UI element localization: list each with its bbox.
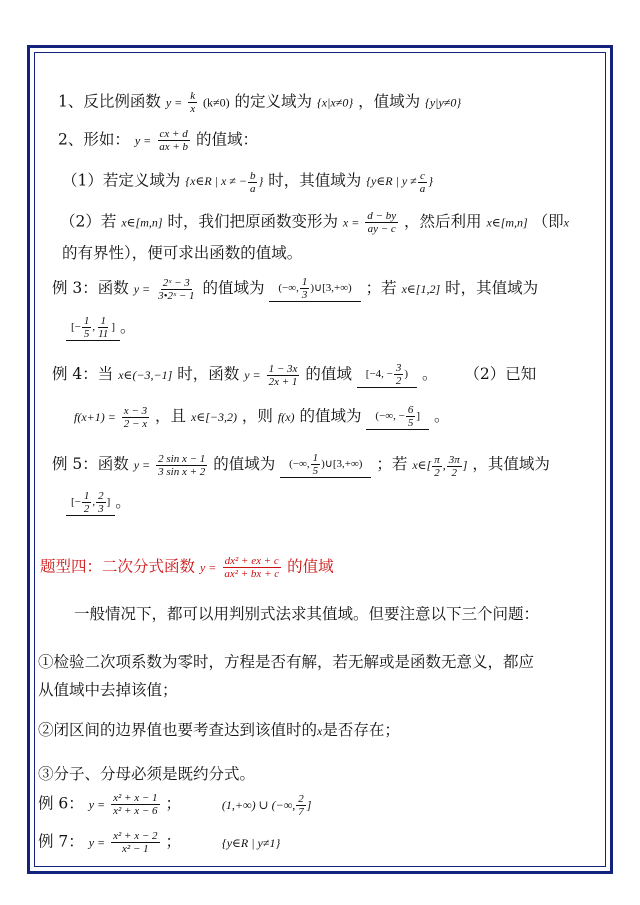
section-1-frac: $\frac{k}{x}$ [190, 90, 196, 115]
example-4-cond: x∈(−3,−1] [118, 368, 173, 382]
item-2-mid1: 时，我们把原函数变形为 [167, 212, 338, 231]
heading-type-4 [40, 555, 334, 580]
heading-type-4-tail: 的值域 [287, 557, 334, 576]
example-5-label: 例 5：函数 [52, 455, 129, 473]
example-5-tail: ，其值域为 [472, 455, 550, 473]
example-3-answer-2 [66, 315, 136, 341]
example-5-answer-2-box: [− $\frac{1}{2}$ , $\frac{2}{3}$ ] [66, 490, 115, 516]
item-1 [62, 170, 433, 195]
example-7-lhs: y = [88, 835, 106, 850]
example-6 [38, 792, 311, 818]
example-4-frac: $\frac{1 - 3x}{2x + 1}$ [268, 362, 298, 388]
section-2 [58, 128, 258, 153]
example-6-lhs: y = [88, 797, 106, 812]
item-2-pre: （2）若 [60, 212, 117, 231]
item-1-set-a: {x∈R | x ≠ − $\frac{b}{a}$ } [185, 170, 264, 195]
example-4-f-frac: $\frac{x - 3}{2 - x}$ [123, 404, 148, 430]
item-2-mid2: ，然后利用 [404, 212, 482, 231]
example-4-f-mid2: ，则 [241, 407, 273, 425]
example-3-frac: $\frac{\text{2ˣ − 3}}{\text{3•2ˣ − 1}}$ [158, 276, 195, 302]
example-4-answer: [−4, − $\frac{3}{2}$ ) [357, 362, 417, 388]
example-7-label: 例 7： [38, 832, 84, 851]
heading-type-4-lhs: y = [199, 560, 217, 575]
item-1-mid: 时，其值域为 [268, 171, 362, 190]
item-2-tail-x: x [563, 215, 569, 230]
heading-type-4-frac: $\frac{\text{dx² + ex + c}}{\text{ax² + bx + c}}$ [224, 555, 280, 580]
example-4-f-answer: (−∞, − $\frac{6}{5}$ ] [366, 404, 429, 430]
example-4-lhs: y = [244, 368, 261, 382]
section-1-mid: 的定义域为 [234, 92, 313, 111]
example-6-sep: ； [165, 794, 181, 813]
example-4-part2: （2）已知 [464, 365, 537, 383]
section-2-lhs: y = [134, 133, 152, 148]
example-7-sep: ； [165, 832, 181, 851]
example-4-line2 [74, 404, 449, 430]
example-4-f-cond: x∈[−3,2) [191, 410, 237, 424]
para-point-2a: ②闭区间的边界值也要考查达到该值时的 [38, 721, 318, 739]
section-1-cond: (k≠0) [203, 95, 230, 110]
item-2-tail: （即 [532, 212, 564, 231]
example-7-frac: $\frac{\text{x² + x − 2}}{\text{x² − 1}}$ [113, 830, 158, 855]
example-5-end: 。 [115, 493, 131, 511]
example-3-lhs: y = [133, 282, 151, 296]
para-point-2b: 是否存在； [322, 721, 400, 739]
example-5-answer: (−∞, $\frac{1}{5}$ )∪[3,+∞) [280, 452, 371, 478]
example-3-sep: ；若 [365, 279, 397, 297]
example-4-f-end: 。 [433, 407, 450, 425]
example-5-answer-2 [66, 490, 131, 516]
section-2-label: 2、形如： [58, 130, 130, 149]
section-1-sep: ，值域为 [358, 92, 421, 111]
example-3-answer: (−∞, $\frac{1}{3}$ )∪[3,+∞) [269, 276, 360, 302]
example-5-frac: $\frac{\text{2 sin x − 1}}{\text{3 sin x + 2}}$ [158, 452, 206, 478]
item-2-line2: 的有界性），便可求出函数的值域。 [62, 244, 303, 262]
example-3-cond: x∈[1,2] [401, 282, 441, 296]
example-4-mid2: 的值域 [305, 365, 352, 383]
section-1-domain: {x|x≠0} [316, 95, 354, 110]
example-3-tail: 时，其值域为 [445, 279, 539, 297]
item-2-cond1: x∈[m,n] [121, 215, 163, 230]
para-point-3: ③分子、分母必须是既约分式。 [38, 765, 256, 783]
para-point-1a: ①检验二次项系数为零时，方程是否有解，若无解或是函数无意义，都应 [38, 653, 535, 671]
example-3-label: 例 3：函数 [52, 279, 129, 297]
example-4-f-lhs: f(x+1) = [74, 410, 116, 424]
section-2-tail: 的值域： [195, 130, 258, 149]
item-2-frac: $\frac{d - by}{ay - c}$ [367, 210, 397, 235]
item-1-pre: （1）若定义域为 [62, 171, 181, 190]
example-5-cond: x∈[ $\frac{\pi}{2}$ , $\frac{3\pi}{2}$ ] [412, 453, 468, 479]
example-4-end: 。 [421, 365, 438, 383]
example-4-mid: 时，函数 [177, 365, 240, 383]
example-7-answer: {y∈R | y≠1} [221, 835, 281, 850]
section-1 [58, 90, 461, 115]
example-4-label: 例 4：当 [52, 365, 114, 383]
section-1-range: {y|y≠0} [425, 95, 462, 110]
example-4-f-tail: 的值域为 [299, 407, 362, 425]
item-2-lhs: x = [342, 215, 360, 230]
section-2-frac: $\frac{cx + d}{ax + b}$ [159, 128, 188, 153]
example-5-lhs: y = [133, 458, 151, 472]
example-6-label: 例 6： [38, 794, 84, 813]
example-5-sep: ；若 [376, 455, 408, 473]
item-1-set-b: {y∈R | y ≠ $\frac{c}{a}$ } [366, 170, 434, 195]
example-5-mid: 的值域为 [213, 455, 276, 473]
section-1-label: 1、反比例函数 [58, 92, 161, 111]
example-4-f-mid: ，且 [155, 407, 187, 425]
heading-type-4-pre: 题型四：二次分式函数 [40, 557, 196, 576]
para-point-2 [38, 720, 400, 741]
item-2-cond2: x∈[m,n] [486, 215, 528, 230]
example-3-answer-2-box: [− $\frac{1}{5}$ , $\frac{1}{11}$ ] [66, 315, 120, 341]
para-point-2x: x [317, 724, 323, 738]
example-4-f-fx: f(x) [277, 410, 295, 424]
example-3 [52, 276, 538, 302]
example-4 [52, 362, 536, 388]
para-point-1b: 从值域中去掉该值； [38, 681, 178, 699]
example-7 [38, 830, 280, 855]
section-1-y: y = [165, 95, 183, 110]
example-6-answer: (1,+∞) ∪ (−∞, $\frac{2}{7}$ ] [221, 793, 312, 819]
para-intro: 一般情况下，都可以用判别式法求其值域。但要注意以下三个问题： [74, 605, 540, 623]
example-3-mid: 的值域为 [202, 279, 265, 297]
example-5 [52, 452, 550, 479]
example-3-end: 。 [119, 318, 136, 336]
item-2 [60, 210, 569, 235]
example-6-frac: $\frac{\text{x² + x − 1}}{\text{x² + x − 6}}$ [113, 792, 158, 817]
